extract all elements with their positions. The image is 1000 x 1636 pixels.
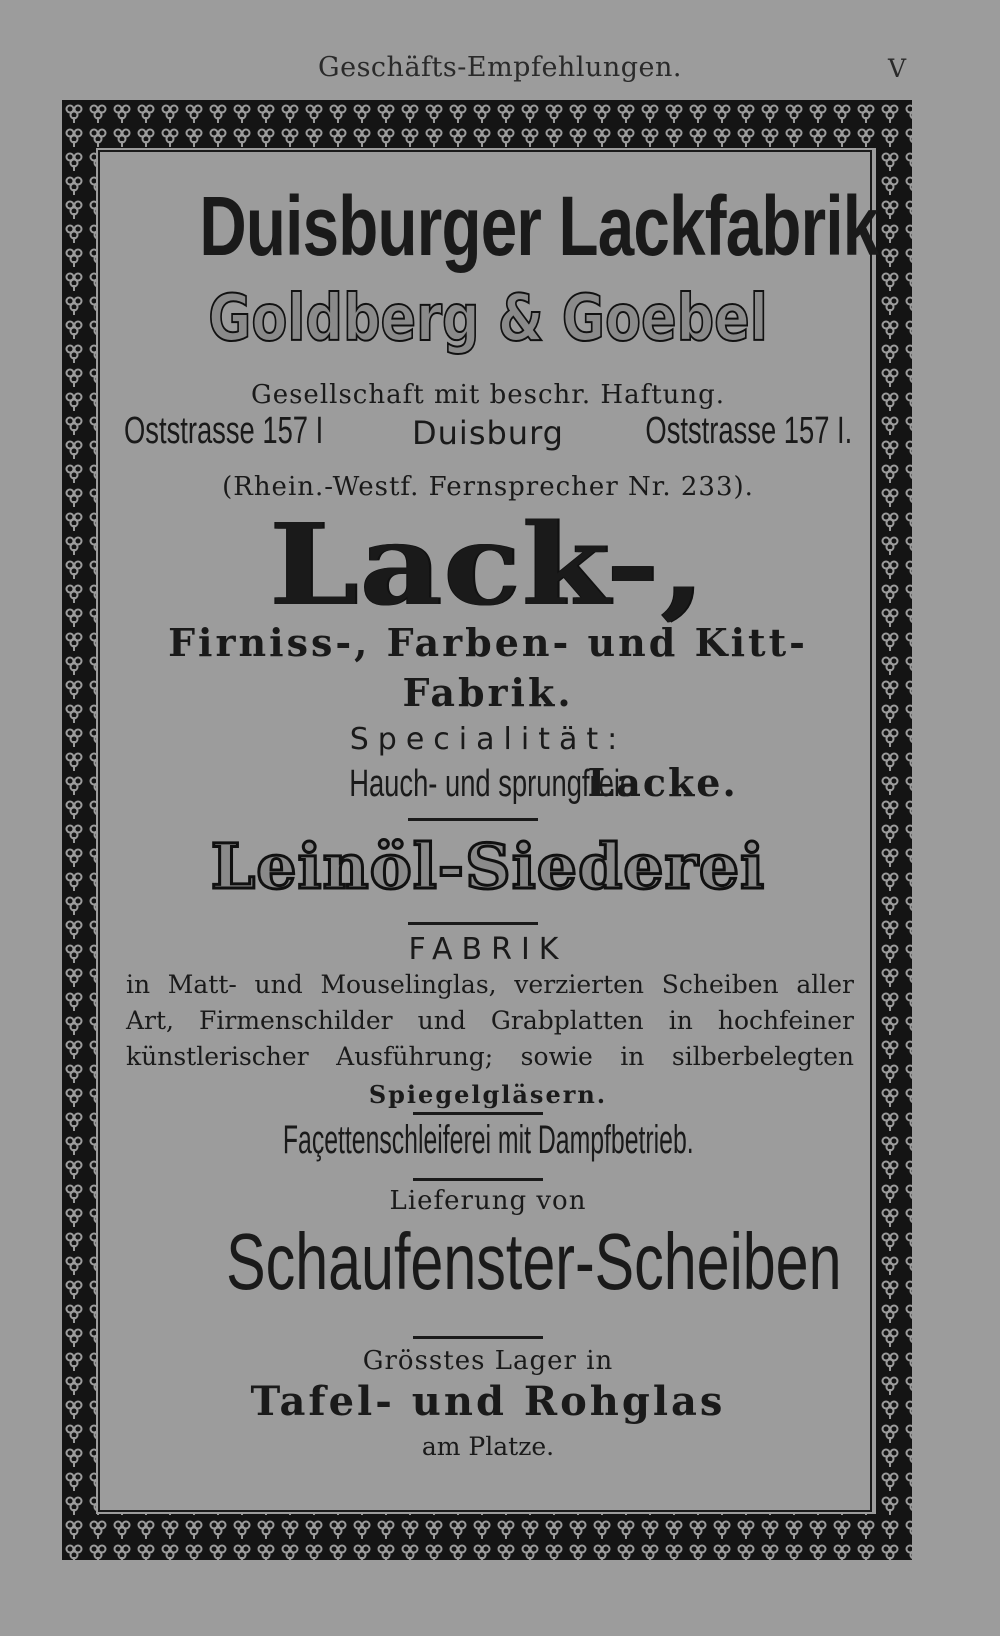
facet-grinding — [118, 1118, 858, 1163]
factory-label: FABRIK — [408, 932, 568, 967]
shop-windows-text: Schaufenster-Scheiben — [226, 1217, 842, 1306]
page-header — [0, 52, 1000, 92]
description-line-2: Art, Firmenschilder und Grabplatten in hochfeiner — [126, 1006, 854, 1035]
city-name: Duisburg — [412, 414, 564, 452]
product-line-1: Firniss-, Farben- und Kitt- — [168, 620, 808, 665]
legal-form: Gesellschaft mit beschr. Haftung. — [250, 380, 726, 410]
divider-rule-5 — [413, 1336, 543, 1339]
specialty-label: Specialität: — [349, 722, 627, 757]
specialty-prefix: Hauch- und sprungfreie — [349, 763, 636, 805]
linseed-oil-headline: Leinöl-Siederei — [210, 830, 766, 903]
shop-windows-headline — [118, 1216, 858, 1308]
running-header: Geschäfts-Empfehlungen. — [318, 52, 682, 83]
product-line-2: Fabrik. — [402, 670, 574, 715]
specialty-bold: Lacke. — [587, 760, 738, 805]
address-right: Oststrasse 157 I. — [645, 410, 852, 452]
lack-headline: Lack-, — [269, 500, 707, 631]
address-row — [118, 410, 858, 458]
description-line-1: in Matt- und Mouselinglas, verzierten Scheiben aller — [126, 970, 854, 999]
divider-rule-4 — [413, 1178, 543, 1181]
advertisement-content — [118, 150, 879, 1512]
divider-rule-3 — [413, 1112, 543, 1115]
address-left: Oststrasse 157 I — [124, 410, 324, 452]
divider-rule-1 — [408, 818, 538, 821]
delivery-label: Lieferung von — [389, 1186, 587, 1216]
owners-name: Goldberg & Goebel — [208, 282, 768, 356]
page-number: V — [887, 54, 906, 83]
description-line-3: künstlerischer Ausführung; sowie in silberbelegten — [126, 1042, 854, 1071]
phone-number: (Rhein.-Westf. Fernsprecher Nr. 233). — [222, 472, 754, 502]
facet-grinding-text: Façettenschleiferei mit Dampfbetrieb. — [282, 1118, 694, 1162]
glass-types: Tafel- und Rohglas — [250, 1378, 726, 1425]
mirror-glass: Spiegelgläsern. — [368, 1080, 608, 1109]
company-name: Duisburger Lackfabrik — [199, 179, 879, 273]
stock-label: Grösstes Lager in — [362, 1346, 614, 1376]
specialty-text — [118, 760, 858, 806]
divider-rule-2 — [408, 922, 538, 925]
location-note: am Platze. — [421, 1432, 555, 1461]
